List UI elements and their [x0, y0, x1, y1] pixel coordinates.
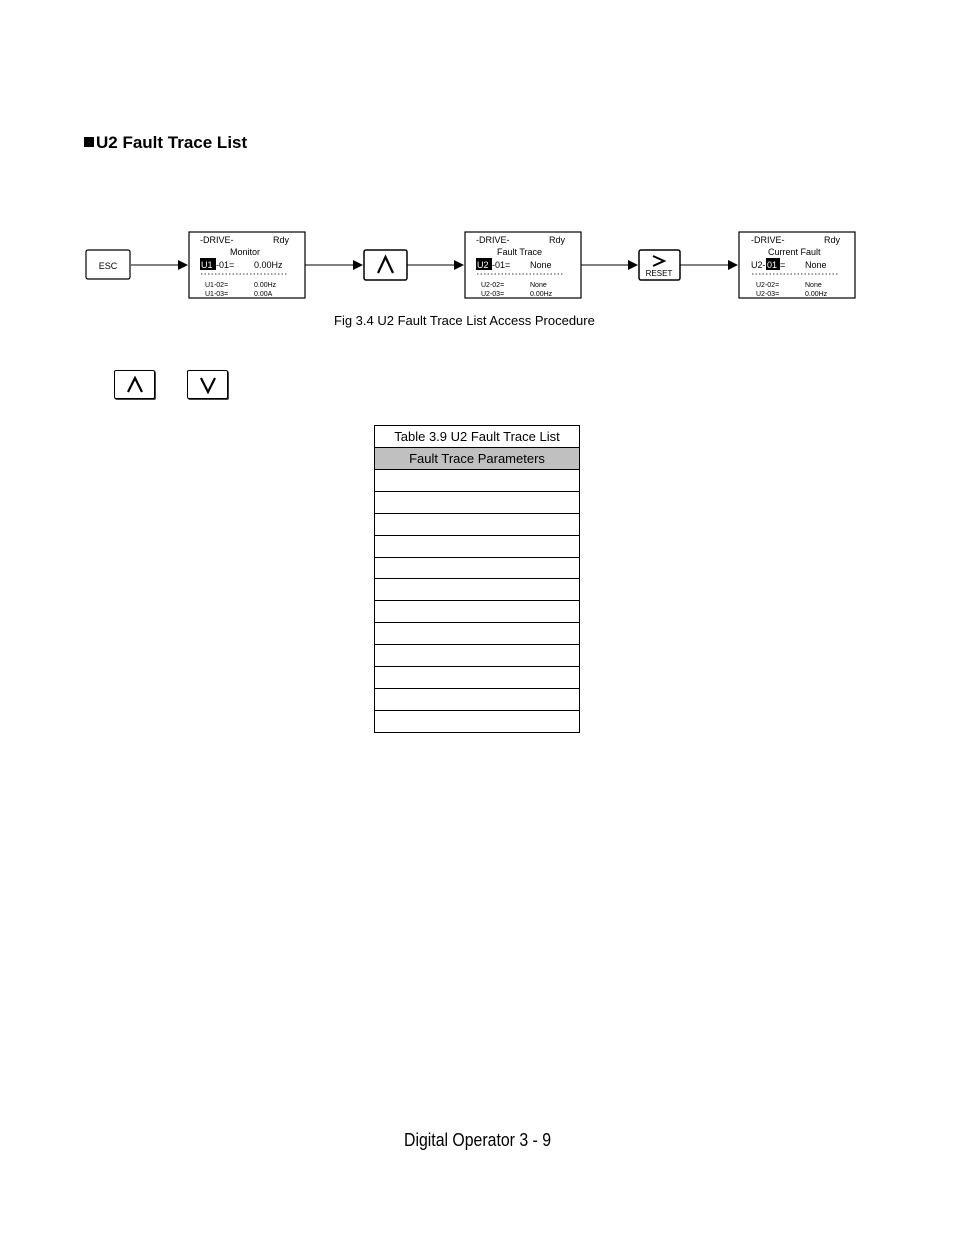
table-caption: Table 3.9 U2 Fault Trace List — [375, 426, 580, 448]
table-row — [375, 623, 580, 645]
screen-main-value: None — [805, 260, 827, 270]
screen-main-param: -01= — [216, 260, 235, 270]
screen-main-value: 0.00Hz — [254, 260, 283, 270]
up-arrow-icon — [125, 376, 145, 394]
section-heading-text: U2 Fault Trace List — [96, 133, 248, 152]
screen-header-right: Rdy — [273, 235, 290, 245]
table-header: Fault Trace Parameters — [375, 448, 580, 470]
reset-key — [639, 250, 680, 280]
screen-row-value: 0.00Hz — [254, 282, 277, 289]
screen-row-value: 0.00Hz — [530, 291, 553, 298]
table-row — [375, 645, 580, 667]
screen-header-right: Rdy — [824, 235, 841, 245]
screen-row-param: U2-03= — [756, 291, 780, 298]
table-row — [375, 710, 580, 732]
screen-row-value: None — [805, 282, 822, 289]
screen-header-left: -DRIVE- — [476, 235, 510, 245]
table-row — [375, 513, 580, 535]
screen-main-value: None — [530, 260, 552, 270]
screen-header-left: -DRIVE- — [751, 235, 785, 245]
screen-row-param: U1-03= — [205, 291, 229, 298]
down-arrow-icon — [198, 376, 218, 394]
screen-row-param: U2-02= — [756, 282, 780, 289]
screen-main-param: -01= — [492, 260, 511, 270]
page-footer: Digital Operator 3 - 9 — [404, 1130, 552, 1150]
table-row — [375, 557, 580, 579]
screen-main-group: 01 — [767, 260, 778, 270]
screen-title: Current Fault — [768, 247, 821, 257]
esc-key-label: ESC — [98, 261, 118, 271]
screen-row-param: U2-02= — [481, 282, 505, 289]
screen-title: Monitor — [230, 247, 261, 257]
reset-key-label: RESET — [645, 269, 673, 278]
down-key-button — [187, 370, 228, 399]
table-row — [375, 470, 580, 492]
esc-key — [86, 250, 130, 279]
screen-header-right: Rdy — [549, 235, 566, 245]
table-row — [375, 579, 580, 601]
lcd-screen-monitor — [189, 232, 305, 298]
up-key — [364, 250, 407, 280]
screen-main-prefix: U2- — [751, 260, 766, 270]
screen-header-left: -DRIVE- — [200, 235, 234, 245]
table-row — [375, 667, 580, 689]
screen-row-value: 0.00A — [254, 291, 273, 298]
fault-trace-table — [374, 425, 580, 733]
screen-row-value: None — [530, 282, 547, 289]
lcd-screen-fault-trace — [465, 232, 581, 298]
fault-trace-access-diagram — [0, 0, 954, 340]
screen-row-value: 0.00Hz — [805, 291, 828, 298]
lcd-screen-current-fault — [739, 232, 855, 298]
table-row — [375, 601, 580, 623]
table-row — [375, 688, 580, 710]
figure-caption: Fig 3.4 U2 Fault Trace List Access Procedure — [334, 313, 595, 328]
screen-row-param: U1-02= — [205, 282, 229, 289]
screen-main-param: = — [780, 260, 786, 270]
screen-row-param: U2-03= — [481, 291, 505, 298]
screen-title: Fault Trace — [497, 247, 543, 257]
screen-main-group: U1 — [201, 260, 213, 270]
table-row — [375, 535, 580, 557]
up-key-button — [114, 370, 155, 399]
table-row — [375, 491, 580, 513]
screen-main-group: U2 — [477, 260, 489, 270]
